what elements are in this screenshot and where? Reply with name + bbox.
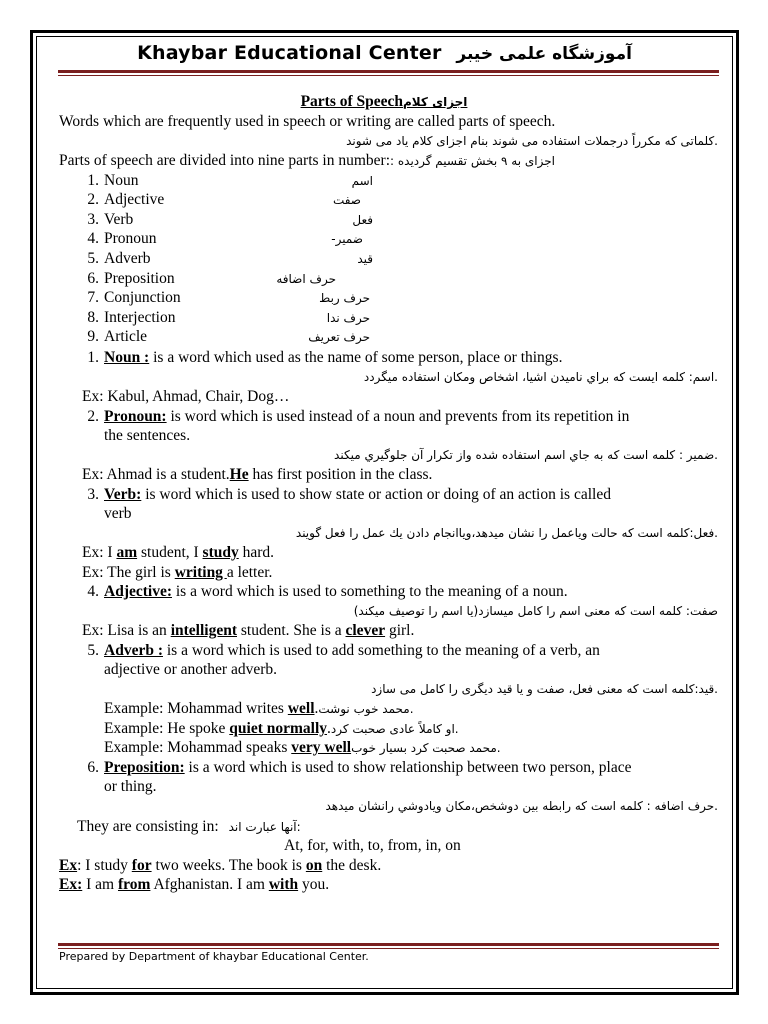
verb-example-2: Ex: The girl is writing a letter. — [82, 564, 273, 581]
preposition-fa: .حرف اضافه : کلمه است که رابطه بین دوشخص،مکان ویادوشي رانشان میدهد — [325, 799, 718, 813]
section-title-en: Parts of Speech — [300, 93, 404, 110]
list-item: 1. Noun — [87, 172, 139, 189]
list-item-fa: حرف تعریف — [308, 330, 370, 344]
pronoun-term: Pronoun: — [104, 408, 167, 425]
list-item: 3. Verb — [87, 211, 134, 228]
list-item-fa: صفت — [332, 193, 361, 207]
list-item-fa: حرف اضافه — [276, 272, 336, 286]
pronoun-definition-cont: the sentences. — [104, 427, 191, 444]
noun-example: Ex: Kabul, Ahmad, Chair, Dog… — [82, 388, 290, 405]
verb-definition-cont: verb — [104, 505, 132, 522]
preposition-list: At, for, with, to, from, in, on — [284, 837, 461, 854]
list-item-fa: حرف ندا — [326, 311, 370, 325]
adverb-example-3: Example: Mohammad speaks very well.محمد صحبت کرد بسیار خوب — [104, 739, 501, 756]
intro-line2-fa: اجزای به ۹ بخش تقسیم گردیده : — [390, 154, 555, 168]
preposition-term: Preposition: — [104, 759, 185, 776]
adjective-term: Adjective: — [104, 583, 172, 600]
header-title-en: Khaybar Educational Center — [137, 42, 442, 64]
header-rule-thin — [58, 75, 719, 76]
list-item: 8. Interjection — [87, 309, 176, 326]
header-rule — [58, 70, 719, 73]
list-item-fa: قید — [357, 252, 373, 266]
adverb-definition-cont: adjective or another adverb. — [104, 661, 277, 678]
pronoun-example: Ex: Ahmad is a student.He has first position in the class. — [82, 466, 433, 483]
verb-fa: .فعل:کلمه است که حالت ویاعمل را نشان میدهد،ویاانجام دادن یك عمل را فعل گویند — [295, 526, 718, 540]
list-item-fa: ضمیر- — [331, 232, 363, 246]
preposition-definition: 6. Preposition: is a word which is used to show relationship between two person, place — [87, 759, 632, 776]
preposition-consisting: They are consisting in: :آنها عبارت اند — [77, 818, 301, 835]
list-item-fa: حرف ربط — [319, 291, 370, 305]
list-item: 9. Article — [87, 328, 148, 345]
section-title — [0, 93, 768, 111]
section-title-fa: اجزای کلام — [403, 95, 468, 109]
list-item: 7. Conjunction — [87, 289, 181, 306]
adverb-term: Adverb : — [104, 642, 163, 659]
pronoun-fa: .ضمیر : کلمه است که به جاي اسم استفاده شده واز تکرار آن جلوگیري میکند — [334, 448, 718, 462]
preposition-definition-cont: or thing. — [104, 778, 157, 795]
pronoun-definition: 2. Pronoun: is word which is used instead of a noun and prevents from its repetition in — [87, 408, 630, 425]
noun-fa: .اسم: کلمه ایست که براي نامیدن اشیا، اشخاص ومکان استفاده میگردد — [363, 370, 718, 384]
verb-definition: 3. Verb: is word which is used to show state or action or doing of an action is called — [87, 486, 611, 503]
verb-example-1: Ex: I am student, I study hard. — [82, 544, 275, 561]
adverb-example-2: Example: He spoke quiet normally..او کاملاً عادی صحبت کرد — [104, 720, 459, 737]
list-item-fa: فعل — [352, 213, 373, 227]
list-item-fa: اسم — [351, 174, 373, 188]
footer-rule-thin — [58, 948, 719, 949]
footer-text: Prepared by Department of khaybar Educational Center. — [59, 950, 369, 963]
adverb-definition: 5. Adverb : is a word which is used to add something to the meaning of a verb, an — [87, 642, 600, 659]
noun-term: Noun : — [104, 349, 150, 366]
preposition-example-1: Ex: I study for two weeks. The book is on the desk. — [59, 857, 382, 874]
adjective-fa: صفت: کلمه است که معنی اسم را کامل میسازد(یا اسم را توصیف میکند) — [353, 604, 718, 618]
list-item: 6. Preposition — [87, 270, 175, 287]
list-item: 5. Adverb — [87, 250, 151, 267]
footer-rule — [58, 943, 719, 946]
header-title — [36, 42, 733, 64]
list-item: 4. Pronoun — [87, 230, 157, 247]
noun-definition: 1. Noun : is a word which used as the name of some person, place or things. — [87, 349, 563, 366]
intro-line1: Words which are frequently used in speech or writing are called parts of speech. — [59, 113, 556, 130]
list-item: 2. Adjective — [87, 191, 165, 208]
adjective-definition: 4. Adjective: is a word which is used to something to the meaning of a noun. — [87, 583, 568, 600]
intro-line1-fa: .کلماتی که مکرراً درجملات استفاده می شوند بنام اجزای کلام یاد می شوند — [346, 134, 718, 148]
adverb-example-1: Example: Mohammad writes well..محمد خوب نوشت — [104, 700, 414, 717]
adverb-fa: .قید:کلمه است که معنی فعل، صفت و یا قید دیگری را کامل می سازد — [371, 682, 718, 696]
preposition-example-2: Ex: I am from Afghanistan. I am with you. — [59, 876, 330, 893]
adjective-example: Ex: Lisa is an intelligent student. She is a clever girl. — [82, 622, 415, 639]
header-title-fa: آموزشگاه علمی خیبر — [456, 44, 632, 64]
verb-term: Verb: — [104, 486, 142, 503]
intro-line2-en: Parts of speech are divided into nine parts in number: — [59, 152, 391, 169]
intro-line2 — [59, 151, 555, 171]
